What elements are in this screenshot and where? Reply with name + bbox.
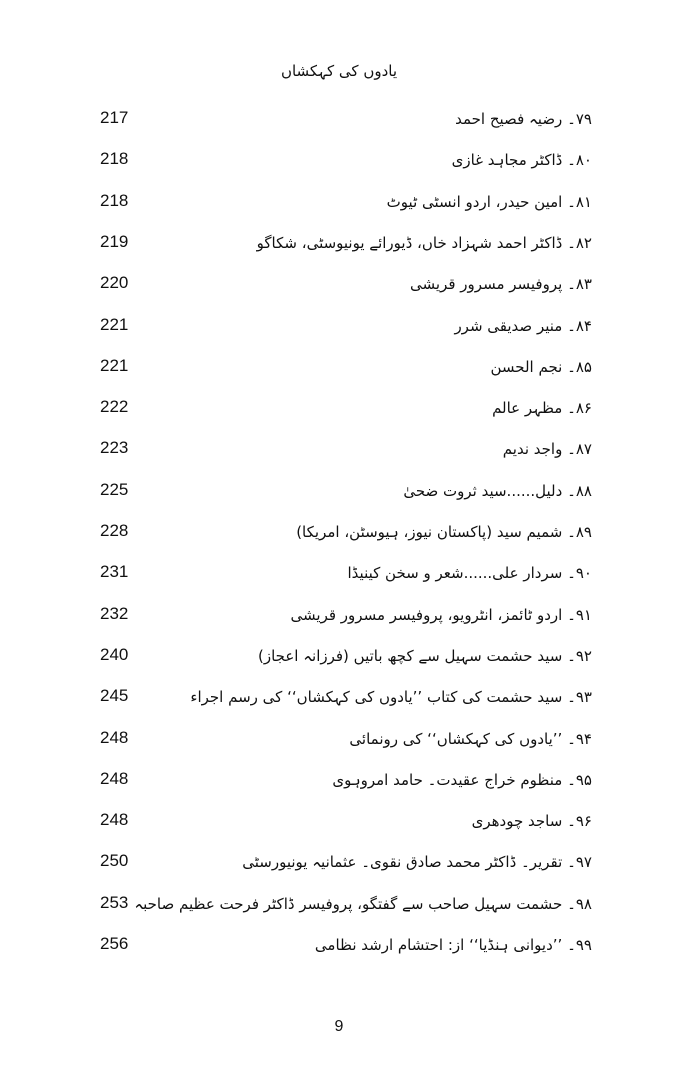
toc-entry-title	[332, 769, 592, 791]
toc-entry-separator: ۔	[562, 357, 576, 376]
page-number: 9	[334, 1018, 344, 1035]
toc-entry-separator: ۔	[562, 110, 576, 128]
toc-entry-text: ساجد چودھری	[471, 812, 563, 831]
toc-entry-text: شمیم سید (پاکستان نیوز، ہیوسٹن، امریکا)	[296, 523, 563, 541]
toc-entry-title	[257, 232, 592, 254]
toc-entry	[0, 761, 678, 801]
toc-entry-title	[490, 356, 592, 378]
toc-entry-number: ۹۲	[575, 646, 592, 665]
toc-entry-page: 231	[100, 562, 129, 582]
toc-entry-separator: ۔	[562, 936, 576, 954]
toc-entry-separator: ۔	[562, 316, 576, 335]
toc-entry-page: 248	[100, 727, 129, 747]
toc-entry-separator: ۔	[562, 275, 576, 294]
toc-entry-separator: ۔	[562, 770, 576, 789]
toc-entry-separator: ۔	[562, 399, 576, 418]
toc-entry-text: ڈاکٹر احمد شہزاد خاں، ڈیورائے یونیوسٹی، شکاگو	[256, 233, 563, 252]
toc-entry-number: ۹۴	[575, 729, 592, 748]
toc-entry-separator: ۔	[562, 853, 576, 872]
toc-entry-number: ۸۶	[575, 399, 592, 418]
toc-entry-text: تقریر۔ ڈاکٹر محمد صادق نقوی۔ عثمانیہ یونیورسٹی	[242, 853, 563, 872]
toc-entry-number: ۸۲	[575, 233, 592, 252]
toc-entry	[0, 389, 678, 429]
toc-entry-separator: ۔	[562, 481, 576, 500]
toc-entry-number: ۹۰	[575, 564, 592, 583]
toc-entry-title	[410, 273, 592, 295]
toc-entry-title	[291, 604, 592, 626]
toc-entry-text: حشمت سہیل صاحب سے گفتگو، پروفیسر ڈاکٹر فرحت عظیم صاحبہ	[134, 894, 563, 913]
toc-entry-number: ۹۹	[575, 936, 592, 954]
toc-entry-page: 220	[100, 273, 129, 293]
toc-entry-title	[387, 191, 592, 213]
toc-entry-number: ۸۷	[575, 440, 592, 459]
toc-entry-text: ’’یادوں کی کہکشاں‘‘ کی رونمائی	[349, 729, 563, 748]
toc-entry-title	[242, 851, 592, 873]
toc-entry-number: ۸۸	[575, 481, 592, 500]
toc-entry-number: ۹۵	[575, 770, 592, 789]
toc-entry-text: امین حیدر، اردو انسٹی ٹیوٹ	[386, 192, 563, 211]
toc-entry-number: ۹۸	[575, 894, 592, 913]
toc-entry-page: 218	[100, 149, 129, 169]
toc-entry	[0, 802, 678, 842]
toc-entry	[0, 430, 678, 470]
toc-entry-page: 221	[100, 355, 129, 375]
toc-entry	[0, 472, 678, 512]
toc-entry-text: سردار علی......شعر و سخن کینیڈا	[347, 564, 563, 583]
toc-entry	[0, 885, 678, 925]
toc-entry-separator: ۔	[562, 646, 576, 665]
toc-entry-page: 217	[100, 108, 129, 127]
toc-entry-page: 219	[100, 231, 129, 251]
toc-entry-title	[472, 810, 592, 832]
toc-entry-page: 240	[100, 644, 129, 664]
toc-entry-separator: ۔	[562, 812, 576, 831]
toc-entry-text: پروفیسر مسرور قریشی	[410, 275, 563, 294]
toc-entry-separator: ۔	[562, 192, 576, 211]
toc-entry-separator: ۔	[562, 688, 576, 707]
toc-entry-title	[296, 521, 592, 543]
toc-entry-title	[454, 315, 592, 337]
toc-entry-page: 245	[100, 686, 129, 706]
toc-entry	[0, 720, 678, 760]
toc-entry-number: ۸۵	[575, 357, 592, 376]
toc-entry	[0, 596, 678, 636]
toc-entry	[0, 141, 678, 181]
toc-entry-page: 228	[100, 521, 129, 540]
toc-entry-text: دلیل......سید ثروت ضحیٰ	[403, 481, 563, 500]
toc-entry-page: 221	[100, 314, 129, 334]
toc-entry	[0, 843, 678, 883]
toc-entry-number: ۹۳	[575, 688, 592, 707]
toc-entry	[0, 513, 678, 553]
toc-entry-separator: ۔	[562, 523, 576, 541]
page-header-title: یادوں کی کہکشاں	[280, 62, 398, 80]
toc-entry-page: 222	[100, 397, 129, 417]
toc-entry-text: سید حشمت سہیل سے کچھ باتیں (فرزانہ اعجاز)	[258, 646, 563, 665]
toc-entry-text: منیر صدیقی شرر	[454, 316, 563, 335]
toc-entry-text: ’’دیوانی ہنڈیا‘‘ از: احتشام ارشد نظامی	[314, 936, 563, 954]
toc-entry-number: ۸۰	[575, 151, 592, 170]
toc-entry-number: ۹۶	[575, 812, 592, 831]
toc-entry-number: ۸۱	[575, 192, 592, 211]
toc-entry-page: 248	[100, 768, 129, 788]
toc-entry-title	[315, 934, 592, 956]
toc-entry-separator: ۔	[562, 440, 576, 459]
toc-entry-page: 225	[100, 479, 129, 499]
toc-entry	[0, 348, 678, 388]
toc-entry-separator: ۔	[562, 151, 576, 170]
toc-entry	[0, 678, 678, 718]
toc-entry-separator: ۔	[562, 233, 576, 252]
toc-entry-number: ۸۳	[575, 275, 592, 294]
toc-entry-text: مظہر عالم	[492, 399, 563, 418]
toc-entry	[0, 265, 678, 305]
toc-entry-text: نجم الحسن	[490, 357, 563, 376]
toc-entry-page: 218	[100, 190, 129, 210]
toc-entry-text: رضیہ فصیح احمد	[455, 110, 563, 128]
toc-entry-title	[134, 893, 592, 915]
toc-entry	[0, 183, 678, 223]
toc-entry-title	[455, 108, 592, 130]
toc-entry-separator: ۔	[562, 894, 576, 913]
toc-entry-page: 223	[100, 438, 129, 458]
toc-entry	[0, 307, 678, 347]
toc-entry-title	[349, 728, 592, 750]
toc-entry-title	[258, 645, 592, 667]
toc-entry-page: 248	[100, 810, 129, 830]
toc-entry-title	[403, 480, 592, 502]
toc-entry-text: ڈاکٹر مجاہد غازی	[451, 151, 563, 170]
toc-entry-separator: ۔	[562, 729, 576, 748]
toc-entry-separator: ۔	[562, 605, 576, 624]
toc-entry	[0, 926, 678, 966]
toc-entry-number: ۹۱	[575, 605, 592, 624]
toc-entry-separator: ۔	[562, 564, 576, 583]
toc-entry-title	[503, 438, 592, 460]
toc-entry	[0, 224, 678, 264]
toc-entry-text: منظوم خراج عقیدت۔ حامد امروہوی	[332, 770, 563, 789]
toc-entry-number: ۷۹	[575, 110, 592, 128]
toc-entry-title	[492, 397, 592, 419]
toc-entry-text: واجد ندیم	[502, 440, 563, 459]
toc-entry-page: 253	[100, 892, 129, 912]
toc-entry-page: 232	[100, 603, 129, 623]
toc-entry	[0, 554, 678, 594]
toc-entry-page: 250	[100, 851, 129, 871]
toc-entry-title	[452, 149, 592, 171]
table-of-contents	[0, 100, 678, 990]
toc-entry-title	[190, 686, 592, 708]
toc-entry	[0, 637, 678, 677]
toc-entry-number: ۹۷	[575, 853, 592, 872]
toc-entry-title	[348, 562, 592, 584]
toc-entry-text: اردو ٹائمز، انٹرویو، پروفیسر مسرور قریشی	[290, 605, 563, 624]
toc-entry-page: 256	[100, 934, 129, 953]
toc-entry	[0, 100, 678, 140]
toc-entry-text: سید حشمت کی کتاب ’’یادوں کی کہکشاں‘‘ کی رسم اجراء	[190, 688, 563, 707]
toc-entry-number: ۸۹	[575, 523, 592, 541]
toc-entry-number: ۸۴	[575, 316, 592, 335]
